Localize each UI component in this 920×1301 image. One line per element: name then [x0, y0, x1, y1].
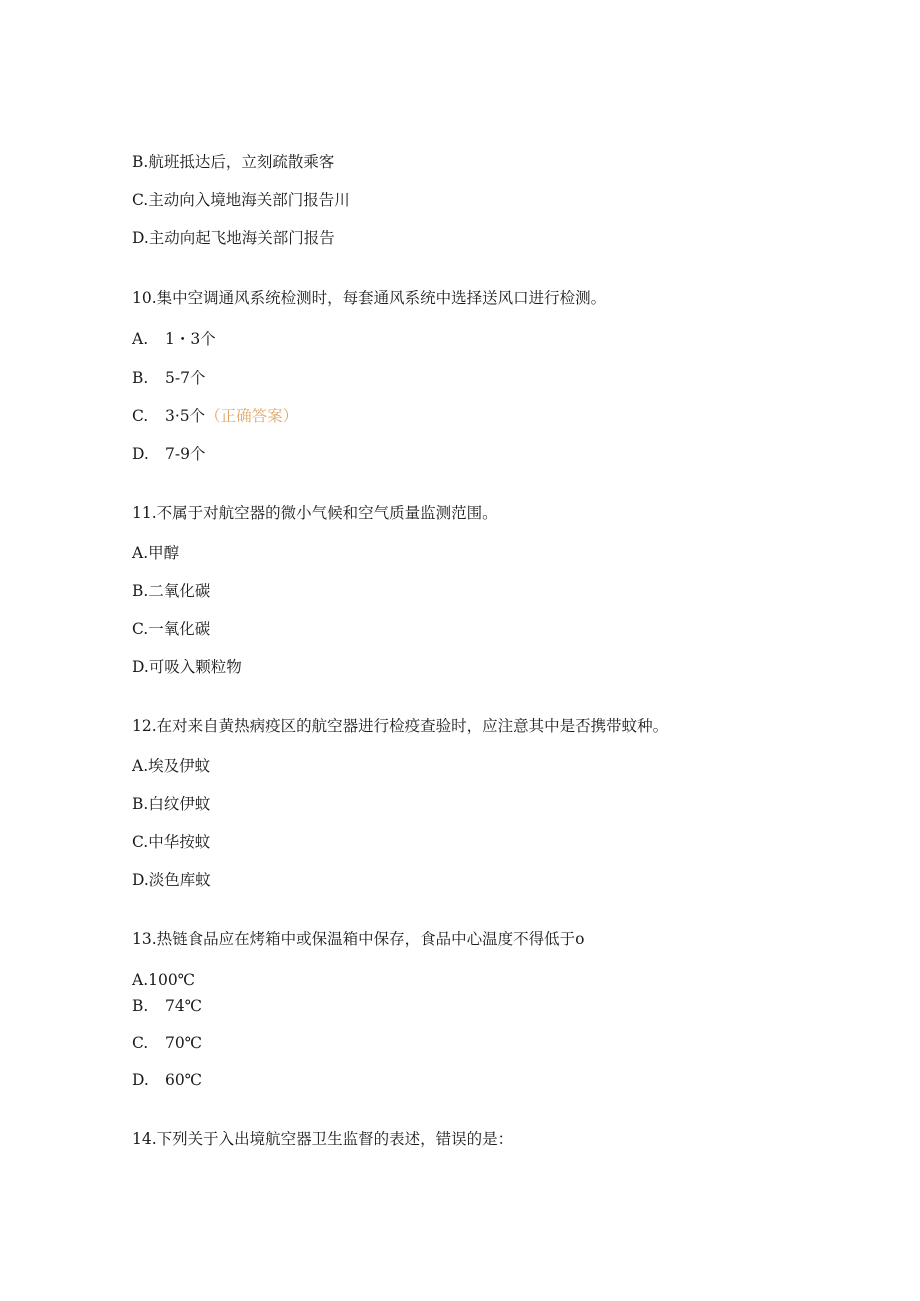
q12-option-d: D.淡色库蚊 — [132, 871, 211, 889]
option-text: 60℃ — [165, 1071, 203, 1089]
q10-option-b — [132, 368, 205, 388]
q10-stem: 10.集中空调通风系统检测时，每套通风系统中选择送风口进行检测。 — [132, 289, 607, 307]
option-text: 70℃ — [165, 1034, 203, 1052]
option-text: 74℃ — [165, 997, 203, 1015]
q9-option-b: B.航班抵达后，立刻疏散乘客 — [132, 153, 335, 171]
option-letter: A. — [132, 330, 149, 348]
q14-stem: 14.下列关于入出境航空器卫生监督的表述，错误的是： — [132, 1130, 514, 1148]
q9-option-d: D.主动向起飞地海关部门报告 — [132, 229, 335, 247]
q12-option-c: C.中华按蚊 — [132, 833, 211, 851]
option-letter: B. — [132, 997, 149, 1015]
option-letter: D. — [132, 445, 149, 463]
q11-stem: 11.不属于对航空器的微小气候和空气质量监测范围。 — [132, 504, 498, 522]
q11-option-d: D.可吸入颗粒物 — [132, 658, 242, 676]
option-text: 3·5个 — [165, 407, 206, 425]
q12-option-a: A.埃及伊蚊 — [132, 757, 211, 775]
option-letter: D. — [132, 1071, 149, 1089]
q12-stem: 12.在对来自黄热病疫区的航空器进行检疫查验时，应注意其中是否携带蚊种。 — [132, 717, 669, 735]
q13-option-d — [132, 1070, 202, 1090]
q10-option-c — [132, 406, 298, 426]
option-text: 5-7个 — [165, 369, 206, 387]
q11-option-c: C.一氧化碳 — [132, 620, 211, 638]
q13-stem: 13.热链食品应在烤箱中或保温箱中保存，食品中心温度不得低于o — [132, 930, 585, 948]
option-text: 7-9个 — [165, 445, 206, 463]
q13-option-c — [132, 1033, 202, 1053]
correct-answer-tag: （正确答案） — [205, 407, 299, 425]
option-letter: C. — [132, 407, 149, 425]
option-letter: B. — [132, 369, 149, 387]
q11-option-a: A.甲醇 — [132, 544, 180, 562]
option-text: 1・3个 — [165, 330, 216, 348]
q13-option-b — [132, 996, 202, 1016]
q12-option-b: B.白纹伊蚊 — [132, 795, 211, 813]
q13-option-a: A.100℃ — [132, 971, 196, 989]
q9-option-c: C.主动向入境地海关部门报告川 — [132, 191, 350, 209]
q10-option-a — [132, 329, 216, 349]
q10-option-d — [132, 444, 205, 464]
option-letter: C. — [132, 1034, 149, 1052]
q11-option-b: B.二氧化碳 — [132, 582, 211, 600]
